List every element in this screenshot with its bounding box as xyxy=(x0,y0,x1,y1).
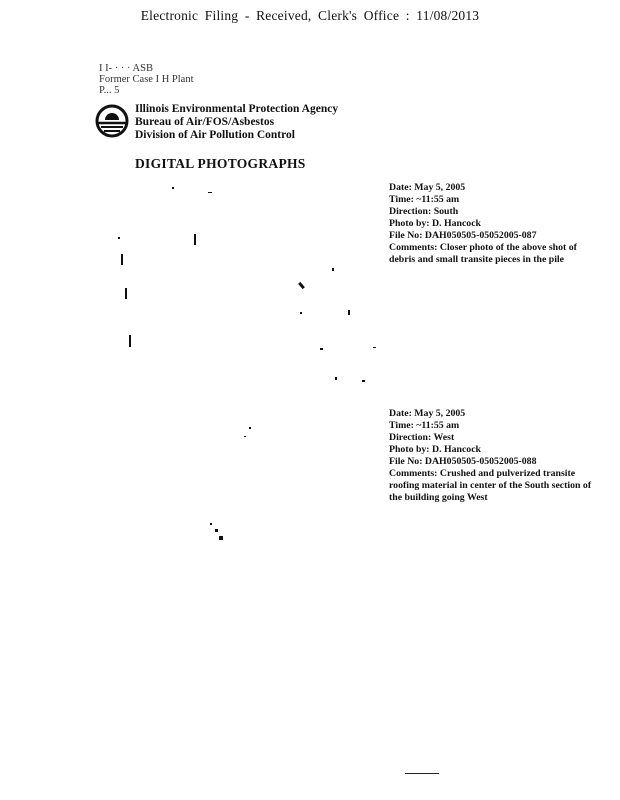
photo-time: Time: ~11:55 am xyxy=(389,194,460,205)
photo-date: Date: May 5, 2005 xyxy=(389,408,466,419)
section-title: DIGITAL PHOTOGRAPHS xyxy=(135,156,306,171)
agency-header xyxy=(135,103,338,142)
photo-file-no: File No: DAH050505-05052005-088 xyxy=(389,456,537,467)
faded-photo-area-1 xyxy=(110,180,380,400)
photo-comments: Comments: Crushed and pulverized transite roofing material in center of the South section of the building going West xyxy=(389,468,592,503)
photo-caption-1 xyxy=(389,182,601,266)
photo-comments: Comments: Closer photo of the above shot of debris and small transite pieces in the pile xyxy=(389,242,577,265)
case-id: I I- · · · ASB xyxy=(99,63,153,74)
agency-bureau: Bureau of Air/FOS/Asbestos xyxy=(135,116,275,128)
photo-direction: Direction: South xyxy=(389,206,459,217)
agency-division: Division of Air Pollution Control xyxy=(135,129,295,141)
photo-date: Date: May 5, 2005 xyxy=(389,182,466,193)
iepa-logo-icon xyxy=(95,104,129,143)
photo-by: Photo by: D. Hancock xyxy=(389,444,481,455)
footer-rule xyxy=(405,773,439,774)
case-info xyxy=(99,63,194,96)
filing-stamp: Electronic Filing - Received, Clerk's Office : 11/08/2013 xyxy=(140,8,480,23)
agency-name: Illinois Environmental Protection Agency xyxy=(135,103,339,115)
page-number: P... 5 xyxy=(99,85,120,96)
faded-photo-area-2 xyxy=(200,420,260,550)
photo-caption-2 xyxy=(389,408,601,504)
photo-file-no: File No: DAH050505-05052005-087 xyxy=(389,230,537,241)
case-name: Former Case I H Plant xyxy=(99,74,194,85)
photo-direction: Direction: West xyxy=(389,432,455,443)
photo-by: Photo by: D. Hancock xyxy=(389,218,481,229)
photo-time: Time: ~11:55 am xyxy=(389,420,460,431)
